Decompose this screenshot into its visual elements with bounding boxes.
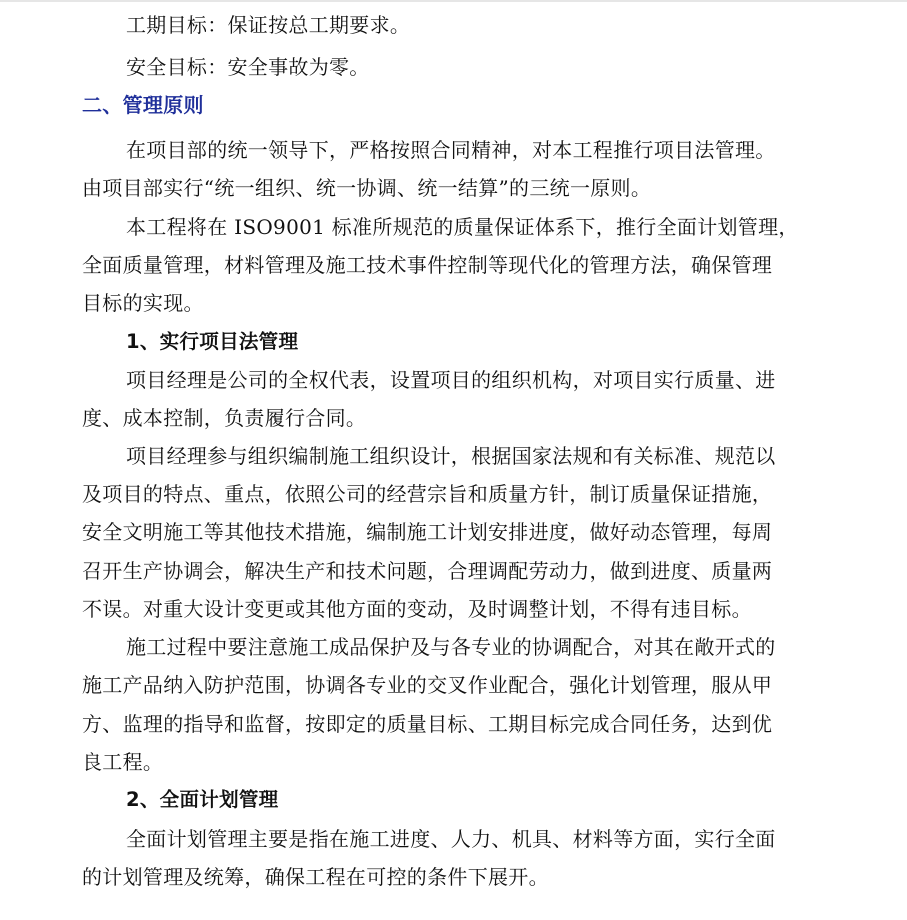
paragraph-line: 方、监理的指导和监督，按即定的质量目标、工期目标完成合同任务，达到优: [82, 712, 773, 736]
paragraph-line: 度、成本控制，负责履行合同。: [82, 406, 367, 430]
paragraph-line: 目标的实现。: [82, 291, 204, 315]
subheading-overall-planning: 2、全面计划管理: [126, 788, 279, 811]
paragraph-line: 项目经理参与组织编制施工组织设计，根据国家法规和有关标准、规范以: [126, 444, 776, 468]
subheading-project-method: 1、实行项目法管理: [126, 330, 299, 353]
paragraph-line: 施工过程中要注意施工成品保护及与各专业的协调配合，对其在敞开式的: [126, 635, 776, 659]
paragraph-line: 安全文明施工等其他技术措施，编制施工计划安排进度，做好动态管理，每周: [82, 520, 773, 544]
paragraph-line: 由项目部实行“统一组织、统一协调、统一结算”的三统一原则。: [82, 176, 652, 200]
paragraph-line: 施工产品纳入防护范围，协调各专业的交叉作业配合，强化计划管理，服从甲: [82, 673, 773, 697]
paragraph-line: 的计划管理及统筹，确保工程在可控的条件下展开。: [82, 865, 549, 889]
paragraph-line: 及项目的特点、重点，依照公司的经营宗旨和质量方针，制订质量保证措施，: [82, 482, 773, 506]
paragraph-line: 良工程。: [82, 750, 164, 774]
paragraph-line: 项目经理是公司的全权代表，设置项目的组织机构，对项目实行质量、进: [126, 368, 776, 392]
safety-goal-text: 安全目标：安全事故为零。: [126, 55, 370, 79]
paragraph-line: 召开生产协调会，解决生产和技术问题，合理调配劳动力，做到进度、质量两: [82, 559, 773, 583]
paragraph-line: 不误。对重大设计变更或其他方面的变动，及时调整计划，不得有违目标。: [82, 597, 752, 621]
top-border: [0, 0, 907, 2]
paragraph-line: 本工程将在 ISO9001 标准所规范的质量保证体系下，推行全面计划管理，: [126, 215, 799, 239]
section-heading-management-principles: 二、管理原则: [82, 93, 204, 117]
paragraph-line: 全面质量管理，材料管理及施工技术事件控制等现代化的管理方法，确保管理: [82, 253, 773, 277]
paragraph-line: 全面计划管理主要是指在施工进度、人力、机具、材料等方面，实行全面: [126, 827, 776, 851]
duration-goal-text: 工期目标：保证按总工期要求。: [126, 13, 411, 37]
paragraph-line: 在项目部的统一领导下，严格按照合同精神，对本工程推行项目法管理。: [126, 138, 776, 162]
